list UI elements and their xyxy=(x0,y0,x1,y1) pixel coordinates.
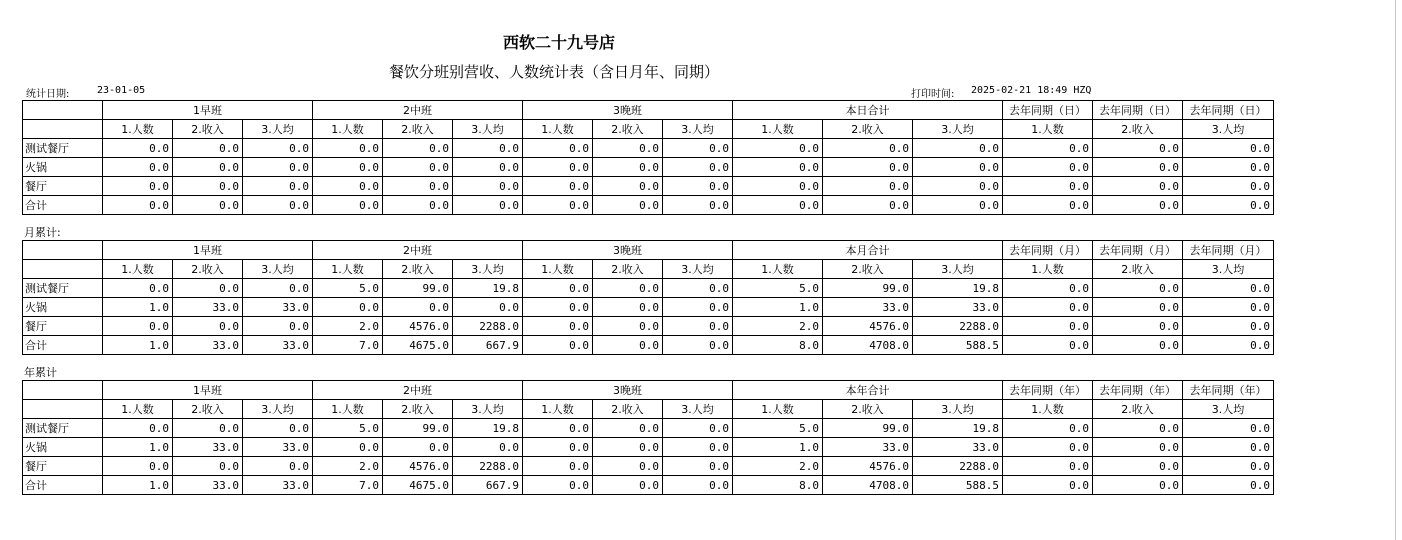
sub-header: 2.收入 xyxy=(1093,400,1183,419)
value-cell: 5.0 xyxy=(313,419,383,438)
value-cell: 0.0 xyxy=(173,139,243,158)
sub-header: 2.收入 xyxy=(1093,260,1183,279)
value-cell: 0.0 xyxy=(523,419,593,438)
value-cell: 0.0 xyxy=(1093,177,1183,196)
value-cell: 0.0 xyxy=(733,196,823,215)
last-year-header: 去年同期（月） xyxy=(1003,241,1093,260)
table-row xyxy=(23,158,1274,177)
value-cell: 0.0 xyxy=(1183,298,1274,317)
value-cell: 0.0 xyxy=(663,419,733,438)
value-cell: 0.0 xyxy=(1003,196,1093,215)
group-header: 本日合计 xyxy=(733,101,1003,120)
value-cell: 0.0 xyxy=(593,317,663,336)
value-cell: 0.0 xyxy=(1183,419,1274,438)
stat-date-label: 统计日期: xyxy=(26,89,70,100)
value-cell: 0.0 xyxy=(593,139,663,158)
sub-header: 3.人均 xyxy=(243,120,313,139)
value-cell: 33.0 xyxy=(823,298,913,317)
sub-header: 3.人均 xyxy=(663,260,733,279)
sub-header: 2.收入 xyxy=(383,260,453,279)
value-cell: 0.0 xyxy=(733,177,823,196)
value-cell: 0.0 xyxy=(523,196,593,215)
group-header: 2中班 xyxy=(313,241,523,260)
value-cell: 2.0 xyxy=(313,457,383,476)
group-header: 3晚班 xyxy=(523,381,733,400)
group-header: 3晚班 xyxy=(523,101,733,120)
value-cell: 0.0 xyxy=(523,177,593,196)
value-cell: 33.0 xyxy=(913,298,1003,317)
value-cell: 33.0 xyxy=(243,476,313,495)
group-header: 3晚班 xyxy=(523,241,733,260)
value-cell: 0.0 xyxy=(913,139,1003,158)
value-cell: 0.0 xyxy=(1093,419,1183,438)
table-row xyxy=(23,336,1274,355)
value-cell: 0.0 xyxy=(913,177,1003,196)
value-cell: 0.0 xyxy=(523,476,593,495)
value-cell: 0.0 xyxy=(663,279,733,298)
value-cell: 1.0 xyxy=(733,298,823,317)
value-cell: 0.0 xyxy=(523,317,593,336)
value-cell: 7.0 xyxy=(313,336,383,355)
print-time-value: 2025-02-21 18:49 HZQ xyxy=(971,85,1092,96)
value-cell: 0.0 xyxy=(823,158,913,177)
value-cell: 1.0 xyxy=(103,336,173,355)
value-cell: 0.0 xyxy=(173,158,243,177)
sub-header: 1.人数 xyxy=(733,120,823,139)
corner-cell xyxy=(23,381,103,400)
last-year-header: 去年同期（年） xyxy=(1093,381,1183,400)
group-header-row xyxy=(23,101,1274,120)
value-cell: 0.0 xyxy=(453,298,523,317)
value-cell: 2288.0 xyxy=(453,457,523,476)
value-cell: 0.0 xyxy=(913,196,1003,215)
value-cell: 4576.0 xyxy=(823,317,913,336)
value-cell: 0.0 xyxy=(1183,196,1274,215)
value-cell: 33.0 xyxy=(243,438,313,457)
value-cell: 99.0 xyxy=(823,279,913,298)
value-cell: 19.8 xyxy=(453,279,523,298)
value-cell: 0.0 xyxy=(593,279,663,298)
section-label-month: 月累计: xyxy=(24,226,61,239)
corner-cell xyxy=(23,241,103,260)
value-cell: 0.0 xyxy=(313,196,383,215)
value-cell: 0.0 xyxy=(733,158,823,177)
sub-header: 3.人均 xyxy=(1183,260,1274,279)
value-cell: 0.0 xyxy=(663,158,733,177)
sub-header-row xyxy=(23,400,1274,419)
value-cell: 0.0 xyxy=(663,139,733,158)
sub-header: 1.人数 xyxy=(733,400,823,419)
print-time-label: 打印时间: xyxy=(911,89,955,100)
value-cell: 0.0 xyxy=(823,139,913,158)
value-cell: 99.0 xyxy=(383,419,453,438)
value-cell: 5.0 xyxy=(733,419,823,438)
value-cell: 0.0 xyxy=(383,438,453,457)
value-cell: 33.0 xyxy=(823,438,913,457)
value-cell: 0.0 xyxy=(1093,279,1183,298)
value-cell: 99.0 xyxy=(823,419,913,438)
sub-header: 3.人均 xyxy=(243,260,313,279)
value-cell: 0.0 xyxy=(1003,139,1093,158)
value-cell: 33.0 xyxy=(173,438,243,457)
value-cell: 0.0 xyxy=(1003,476,1093,495)
sub-header: 1.人数 xyxy=(733,260,823,279)
sub-header: 3.人均 xyxy=(453,120,523,139)
value-cell: 0.0 xyxy=(663,457,733,476)
value-cell: 0.0 xyxy=(523,298,593,317)
value-cell: 667.9 xyxy=(453,476,523,495)
value-cell: 0.0 xyxy=(593,457,663,476)
value-cell: 1.0 xyxy=(733,438,823,457)
table-row xyxy=(23,139,1274,158)
value-cell: 0.0 xyxy=(103,419,173,438)
last-year-header: 去年同期（年） xyxy=(1003,381,1093,400)
value-cell: 0.0 xyxy=(1003,419,1093,438)
last-year-header: 去年同期（年） xyxy=(1183,381,1274,400)
sub-header: 1.人数 xyxy=(1003,120,1093,139)
value-cell: 5.0 xyxy=(733,279,823,298)
value-cell: 0.0 xyxy=(243,196,313,215)
value-cell: 0.0 xyxy=(913,158,1003,177)
sub-header: 2.收入 xyxy=(383,120,453,139)
sub-header: 1.人数 xyxy=(103,260,173,279)
row-label: 火锅 xyxy=(23,158,103,177)
value-cell: 0.0 xyxy=(1093,457,1183,476)
value-cell: 0.0 xyxy=(593,158,663,177)
table-row xyxy=(23,419,1274,438)
value-cell: 0.0 xyxy=(173,279,243,298)
value-cell: 4576.0 xyxy=(383,317,453,336)
value-cell: 588.5 xyxy=(913,336,1003,355)
value-cell: 0.0 xyxy=(593,196,663,215)
group-header: 本月合计 xyxy=(733,241,1003,260)
value-cell: 0.0 xyxy=(663,298,733,317)
value-cell: 0.0 xyxy=(523,457,593,476)
value-cell: 0.0 xyxy=(243,139,313,158)
sub-header: 2.收入 xyxy=(823,400,913,419)
value-cell: 0.0 xyxy=(103,317,173,336)
value-cell: 2288.0 xyxy=(453,317,523,336)
value-cell: 0.0 xyxy=(313,298,383,317)
table-row xyxy=(23,476,1274,495)
sub-header: 2.收入 xyxy=(823,120,913,139)
value-cell: 19.8 xyxy=(913,279,1003,298)
value-cell: 33.0 xyxy=(243,298,313,317)
row-label: 合计 xyxy=(23,196,103,215)
corner-cell xyxy=(23,101,103,120)
value-cell: 0.0 xyxy=(453,158,523,177)
value-cell: 4708.0 xyxy=(823,336,913,355)
corner-cell xyxy=(23,120,103,139)
value-cell: 2288.0 xyxy=(913,317,1003,336)
row-label: 测试餐厅 xyxy=(23,279,103,298)
group-header: 1早班 xyxy=(103,381,313,400)
sub-header: 2.收入 xyxy=(593,120,663,139)
last-year-header: 去年同期（日） xyxy=(1003,101,1093,120)
value-cell: 2.0 xyxy=(733,317,823,336)
value-cell: 0.0 xyxy=(103,158,173,177)
value-cell: 0.0 xyxy=(1093,298,1183,317)
row-label: 餐厅 xyxy=(23,457,103,476)
value-cell: 0.0 xyxy=(593,438,663,457)
value-cell: 0.0 xyxy=(663,438,733,457)
value-cell: 0.0 xyxy=(383,139,453,158)
sub-header: 1.人数 xyxy=(1003,260,1093,279)
value-cell: 0.0 xyxy=(523,438,593,457)
value-cell: 0.0 xyxy=(1093,139,1183,158)
value-cell: 1.0 xyxy=(103,476,173,495)
value-cell: 2.0 xyxy=(733,457,823,476)
value-cell: 0.0 xyxy=(1183,438,1274,457)
value-cell: 0.0 xyxy=(733,139,823,158)
sub-header: 3.人均 xyxy=(913,120,1003,139)
value-cell: 0.0 xyxy=(313,438,383,457)
value-cell: 0.0 xyxy=(173,317,243,336)
report-table-yearly xyxy=(22,380,1274,495)
sub-header: 1.人数 xyxy=(103,400,173,419)
value-cell: 19.8 xyxy=(453,419,523,438)
value-cell: 4576.0 xyxy=(823,457,913,476)
table-row xyxy=(23,298,1274,317)
value-cell: 0.0 xyxy=(243,158,313,177)
value-cell: 0.0 xyxy=(383,298,453,317)
report-table-monthly xyxy=(22,240,1274,355)
value-cell: 0.0 xyxy=(1183,279,1274,298)
value-cell: 0.0 xyxy=(663,336,733,355)
sub-header: 1.人数 xyxy=(313,120,383,139)
value-cell: 1.0 xyxy=(103,298,173,317)
value-cell: 0.0 xyxy=(383,158,453,177)
value-cell: 0.0 xyxy=(103,196,173,215)
sub-header: 1.人数 xyxy=(313,400,383,419)
value-cell: 0.0 xyxy=(1003,298,1093,317)
sub-header: 1.人数 xyxy=(313,260,383,279)
value-cell: 0.0 xyxy=(243,317,313,336)
value-cell: 0.0 xyxy=(593,177,663,196)
sub-header: 2.收入 xyxy=(173,120,243,139)
value-cell: 8.0 xyxy=(733,476,823,495)
value-cell: 0.0 xyxy=(453,139,523,158)
value-cell: 4675.0 xyxy=(383,336,453,355)
row-label: 合计 xyxy=(23,336,103,355)
sub-header: 2.收入 xyxy=(1093,120,1183,139)
value-cell: 0.0 xyxy=(1003,279,1093,298)
page-edge-divider xyxy=(1395,0,1396,540)
value-cell: 0.0 xyxy=(1003,317,1093,336)
table-row xyxy=(23,279,1274,298)
table-row xyxy=(23,177,1274,196)
value-cell: 0.0 xyxy=(593,419,663,438)
value-cell: 0.0 xyxy=(173,457,243,476)
sub-header: 2.收入 xyxy=(593,260,663,279)
sub-header: 3.人均 xyxy=(913,260,1003,279)
row-label: 合计 xyxy=(23,476,103,495)
sub-header: 3.人均 xyxy=(243,400,313,419)
stat-date-value: 23-01-05 xyxy=(97,85,146,96)
sub-header: 3.人均 xyxy=(663,400,733,419)
value-cell: 0.0 xyxy=(593,336,663,355)
last-year-header: 去年同期（日） xyxy=(1093,101,1183,120)
value-cell: 0.0 xyxy=(453,196,523,215)
value-cell: 2288.0 xyxy=(913,457,1003,476)
row-label: 餐厅 xyxy=(23,177,103,196)
table-row xyxy=(23,438,1274,457)
sub-header: 1.人数 xyxy=(523,120,593,139)
value-cell: 0.0 xyxy=(103,177,173,196)
value-cell: 0.0 xyxy=(663,177,733,196)
value-cell: 0.0 xyxy=(103,457,173,476)
table-row xyxy=(23,457,1274,476)
row-label: 测试餐厅 xyxy=(23,419,103,438)
value-cell: 588.5 xyxy=(913,476,1003,495)
value-cell: 0.0 xyxy=(243,279,313,298)
sub-header-row xyxy=(23,120,1274,139)
value-cell: 0.0 xyxy=(313,158,383,177)
value-cell: 0.0 xyxy=(523,336,593,355)
group-header-row xyxy=(23,381,1274,400)
value-cell: 33.0 xyxy=(173,298,243,317)
value-cell: 1.0 xyxy=(103,438,173,457)
row-label: 餐厅 xyxy=(23,317,103,336)
value-cell: 0.0 xyxy=(453,177,523,196)
value-cell: 0.0 xyxy=(173,177,243,196)
value-cell: 0.0 xyxy=(1183,336,1274,355)
value-cell: 0.0 xyxy=(383,196,453,215)
value-cell: 0.0 xyxy=(1003,438,1093,457)
value-cell: 0.0 xyxy=(1093,158,1183,177)
last-year-header: 去年同期（月） xyxy=(1093,241,1183,260)
value-cell: 0.0 xyxy=(593,476,663,495)
value-cell: 0.0 xyxy=(1183,139,1274,158)
value-cell: 7.0 xyxy=(313,476,383,495)
value-cell: 0.0 xyxy=(1183,317,1274,336)
sub-header-row xyxy=(23,260,1274,279)
row-label: 火锅 xyxy=(23,298,103,317)
value-cell: 0.0 xyxy=(1183,476,1274,495)
value-cell: 4708.0 xyxy=(823,476,913,495)
sub-header: 2.收入 xyxy=(823,260,913,279)
value-cell: 4675.0 xyxy=(383,476,453,495)
sub-header: 1.人数 xyxy=(1003,400,1093,419)
value-cell: 0.0 xyxy=(243,457,313,476)
value-cell: 0.0 xyxy=(313,139,383,158)
value-cell: 0.0 xyxy=(1093,438,1183,457)
value-cell: 0.0 xyxy=(593,298,663,317)
group-header: 本年合计 xyxy=(733,381,1003,400)
value-cell: 0.0 xyxy=(1093,196,1183,215)
value-cell: 33.0 xyxy=(173,476,243,495)
sub-header: 2.收入 xyxy=(173,260,243,279)
value-cell: 0.0 xyxy=(1003,336,1093,355)
sub-header: 3.人均 xyxy=(913,400,1003,419)
value-cell: 0.0 xyxy=(1093,476,1183,495)
sub-header: 3.人均 xyxy=(453,260,523,279)
value-cell: 19.8 xyxy=(913,419,1003,438)
sub-header: 3.人均 xyxy=(453,400,523,419)
value-cell: 0.0 xyxy=(243,419,313,438)
last-year-header: 去年同期（日） xyxy=(1183,101,1274,120)
value-cell: 0.0 xyxy=(663,196,733,215)
sub-header: 1.人数 xyxy=(103,120,173,139)
row-label: 火锅 xyxy=(23,438,103,457)
sub-header: 3.人均 xyxy=(663,120,733,139)
value-cell: 0.0 xyxy=(453,438,523,457)
value-cell: 99.0 xyxy=(383,279,453,298)
value-cell: 33.0 xyxy=(243,336,313,355)
value-cell: 0.0 xyxy=(663,317,733,336)
value-cell: 0.0 xyxy=(523,139,593,158)
sub-header: 3.人均 xyxy=(1183,120,1274,139)
value-cell: 0.0 xyxy=(823,196,913,215)
value-cell: 0.0 xyxy=(1183,158,1274,177)
section-label-year: 年累计 xyxy=(24,366,57,379)
sub-header: 2.收入 xyxy=(383,400,453,419)
store-name: 西软二十九号店 xyxy=(502,33,615,52)
sub-header: 2.收入 xyxy=(173,400,243,419)
value-cell: 667.9 xyxy=(453,336,523,355)
group-header: 2中班 xyxy=(313,101,523,120)
value-cell: 0.0 xyxy=(823,177,913,196)
value-cell: 0.0 xyxy=(103,139,173,158)
value-cell: 0.0 xyxy=(313,177,383,196)
value-cell: 0.0 xyxy=(1183,177,1274,196)
value-cell: 33.0 xyxy=(173,336,243,355)
value-cell: 8.0 xyxy=(733,336,823,355)
sub-header: 2.收入 xyxy=(593,400,663,419)
group-header: 2中班 xyxy=(313,381,523,400)
row-label: 测试餐厅 xyxy=(23,139,103,158)
value-cell: 0.0 xyxy=(243,177,313,196)
value-cell: 33.0 xyxy=(913,438,1003,457)
value-cell: 0.0 xyxy=(1003,158,1093,177)
corner-cell xyxy=(23,260,103,279)
group-header: 1早班 xyxy=(103,241,313,260)
value-cell: 0.0 xyxy=(103,279,173,298)
sub-header: 1.人数 xyxy=(523,260,593,279)
table-row xyxy=(23,317,1274,336)
sub-header: 1.人数 xyxy=(523,400,593,419)
value-cell: 4576.0 xyxy=(383,457,453,476)
value-cell: 0.0 xyxy=(523,279,593,298)
report-title: 餐饮分班别营收、人数统计表（含日月年、同期） xyxy=(388,63,719,81)
last-year-header: 去年同期（月） xyxy=(1183,241,1274,260)
value-cell: 0.0 xyxy=(1183,457,1274,476)
value-cell: 0.0 xyxy=(663,476,733,495)
group-header-row xyxy=(23,241,1274,260)
value-cell: 2.0 xyxy=(313,317,383,336)
value-cell: 0.0 xyxy=(383,177,453,196)
value-cell: 0.0 xyxy=(1093,317,1183,336)
sub-header: 3.人均 xyxy=(1183,400,1274,419)
report-table-daily xyxy=(22,100,1274,215)
corner-cell xyxy=(23,400,103,419)
value-cell: 0.0 xyxy=(1003,177,1093,196)
value-cell: 0.0 xyxy=(523,158,593,177)
value-cell: 0.0 xyxy=(173,419,243,438)
group-header: 1早班 xyxy=(103,101,313,120)
value-cell: 5.0 xyxy=(313,279,383,298)
value-cell: 0.0 xyxy=(1003,457,1093,476)
value-cell: 0.0 xyxy=(1093,336,1183,355)
table-row xyxy=(23,196,1274,215)
value-cell: 0.0 xyxy=(173,196,243,215)
